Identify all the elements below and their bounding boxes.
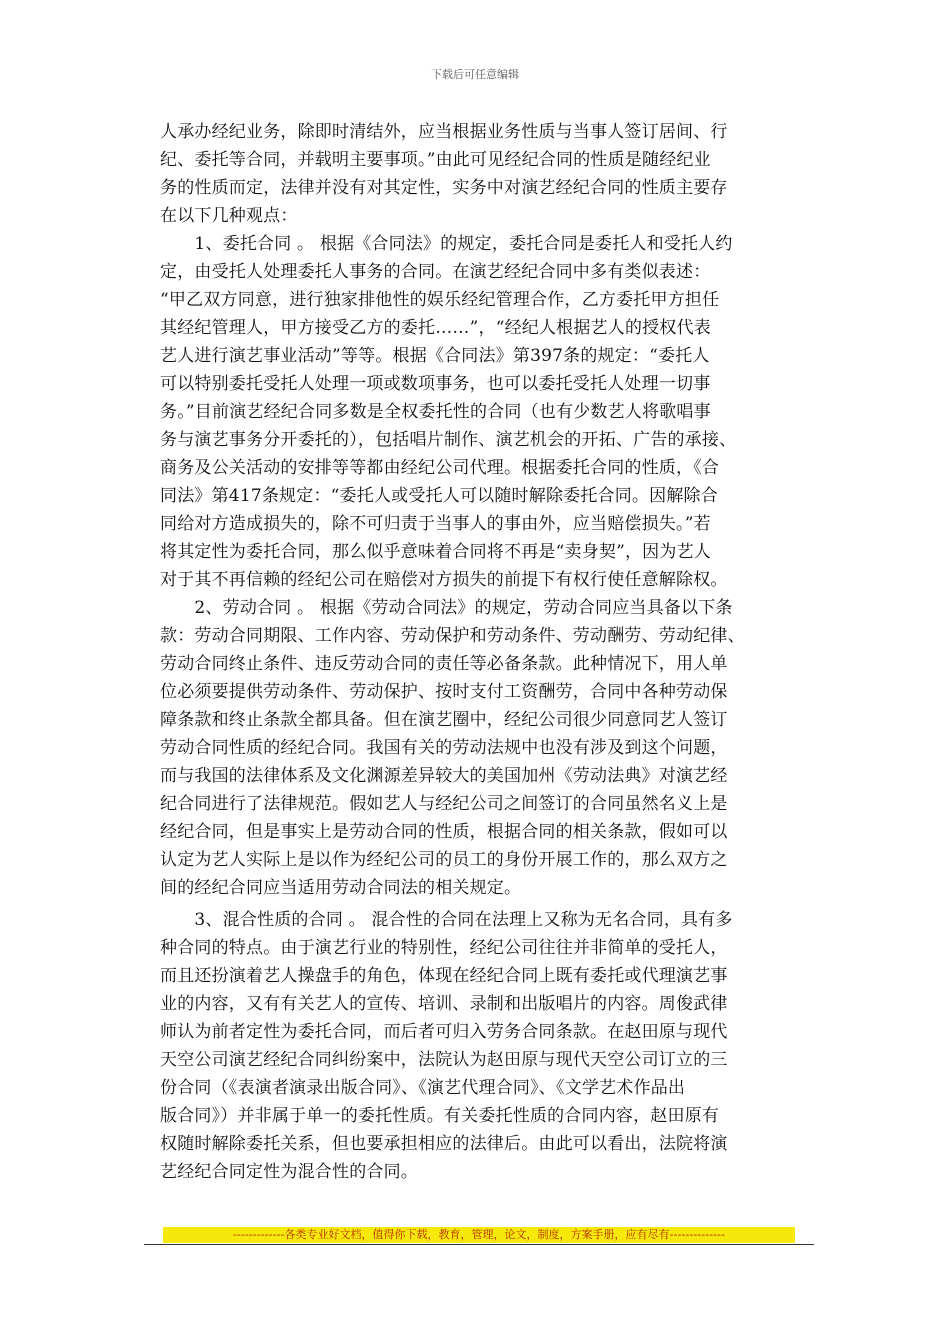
paragraph-line: 位必须要提供劳动条件、劳动保护、按时支付工资酬劳，合同中各种劳动保 (160, 682, 728, 702)
paragraph-line: 在以下几种观点： (160, 206, 298, 226)
paragraph-line: 3、混合性质的合同 。 混合性的合同在法理上又称为无名合同，具有多 (160, 910, 733, 930)
paragraph-line: 商务及公关活动的安排等等都由经纪公司代理。根据委托合同的性质，《合 (160, 458, 720, 478)
footer-divider (144, 1244, 814, 1245)
paragraph-line: 同法》第417条规定：“委托人或受托人可以随时解除委托合同。因解除合 (160, 486, 718, 506)
paragraph-line: 劳动合同性质的经纪合同。我国有关的劳动法规中也没有涉及到这个问题， (160, 738, 728, 758)
paragraph-line: 障条款和终止条款全都具备。但在演艺圈中，经纪公司很少同意同艺人签订 (160, 710, 728, 730)
paragraph-line: 务。”目前演艺经纪合同多数是全权委托性的合同（也有少数艺人将歌唱事 (160, 402, 711, 422)
paragraph-line: “甲乙双方同意，进行独家排他性的娱乐经纪管理合作，乙方委托甲方担任 (160, 290, 720, 310)
paragraph-line: 间的经纪合同应当适用劳动合同法的相关规定。 (160, 878, 522, 898)
paragraph-line: 可以特别委托受托人处理一项或数项事务，也可以委托受托人处理一切事 (160, 374, 711, 394)
paragraph-line: 人承办经纪业务，除即时清结外，应当根据业务性质与当事人签订居间、行 (160, 122, 728, 142)
paragraph-line: 艺经纪合同定性为混合性的合同。 (160, 1162, 418, 1182)
paragraph-line: 权随时解除委托关系，但也要承担相应的法律后。由此可以看出，法院将演 (160, 1134, 728, 1154)
paragraph-line: 天空公司演艺经纪合同纠纷案中，法院认为赵田原与现代天空公司订立的三 (160, 1050, 728, 1070)
paragraph-line: 艺人进行演艺事业活动”等等。根据《合同法》第397条的规定：“委托人 (160, 346, 710, 366)
paragraph-line: 种合同的特点。由于演艺行业的特别性，经纪公司往往并非简单的受托人， (160, 938, 728, 958)
paragraph-line: 务的性质而定，法律并没有对其定性，实务中对演艺经纪合同的性质主要存 (160, 178, 728, 198)
paragraph-line: 业的内容，又有有关艺人的宣传、培训、录制和出版唱片的内容。周俊武律 (160, 994, 728, 1014)
paragraph-line: 份合同（《表演者演录出版合同》、《演艺代理合同》、《文学艺术作品出 (160, 1078, 686, 1098)
paragraph-line: 2、劳动合同 。 根据《劳动合同法》的规定，劳动合同应当具备以下条 (160, 598, 733, 618)
page-header: 下载后可任意编辑 (431, 68, 519, 81)
paragraph-line: 同给对方造成损失的，除不可归责于当事人的事由外，应当赔偿损失。”若 (160, 514, 711, 534)
paragraph-line: 劳动合同终止条件、违反劳动合同的责任等必备条款。此种情况下，用人单 (160, 654, 728, 674)
paragraph-line: 版合同》）并非属于单一的委托性质。有关委托性质的合同内容，赵田原有 (160, 1106, 720, 1126)
paragraph-line: 师认为前者定性为委托合同，而后者可归入劳务合同条款。在赵田原与现代 (160, 1022, 728, 1042)
paragraph-line: 其经纪管理人，甲方接受乙方的委托……”，“经纪人根据艺人的授权代表 (160, 318, 711, 338)
paragraph-line: 而与我国的法律体系及文化渊源差异较大的美国加州《劳动法典》对演艺经 (160, 766, 728, 786)
paragraph-line: 务与演艺事务分开委托的），包括唱片制作、演艺机会的开拓、广告的承接、 (160, 430, 737, 450)
paragraph-line: 对于其不再信赖的经纪公司在赔偿对方损失的前提下有权行使任意解除权。 (160, 570, 728, 590)
paragraph-line: 将其定性为委托合同，那么似乎意味着合同将不再是“卖身契”，因为艺人 (160, 542, 711, 562)
paragraph-line: 款：劳动合同期限、工作内容、劳动保护和劳动条件、劳动酬劳、劳动纪律、 (160, 626, 745, 646)
paragraph-line: 定，由受托人处理委托人事务的合同。在演艺经纪合同中多有类似表述： (160, 262, 711, 282)
paragraph-line: 纪合同进行了法律规范。假如艺人与经纪公司之间签订的合同虽然名义上是 (160, 794, 728, 814)
paragraph-line: 而且还扮演着艺人操盘手的角色，体现在经纪合同上既有委托或代理演艺事 (160, 966, 728, 986)
paragraph-line: 认定为艺人实际上是以作为经纪公司的员工的身份开展工作的，那么双方之 (160, 850, 728, 870)
paragraph-line: 纪、委托等合同，并载明主要事项。”由此可见经纪合同的性质是随经纪业 (160, 150, 711, 170)
footer-banner: -------------各类专业好文档，值得你下载，教育，管理，论文，制度，方案手册，应有尽有-------------- (163, 1227, 795, 1243)
paragraph-line: 经纪合同，但是事实上是劳动合同的性质，根据合同的相关条款，假如可以 (160, 822, 728, 842)
paragraph-line: 1、委托合同 。 根据《合同法》的规定，委托合同是委托人和受托人约 (160, 234, 733, 254)
